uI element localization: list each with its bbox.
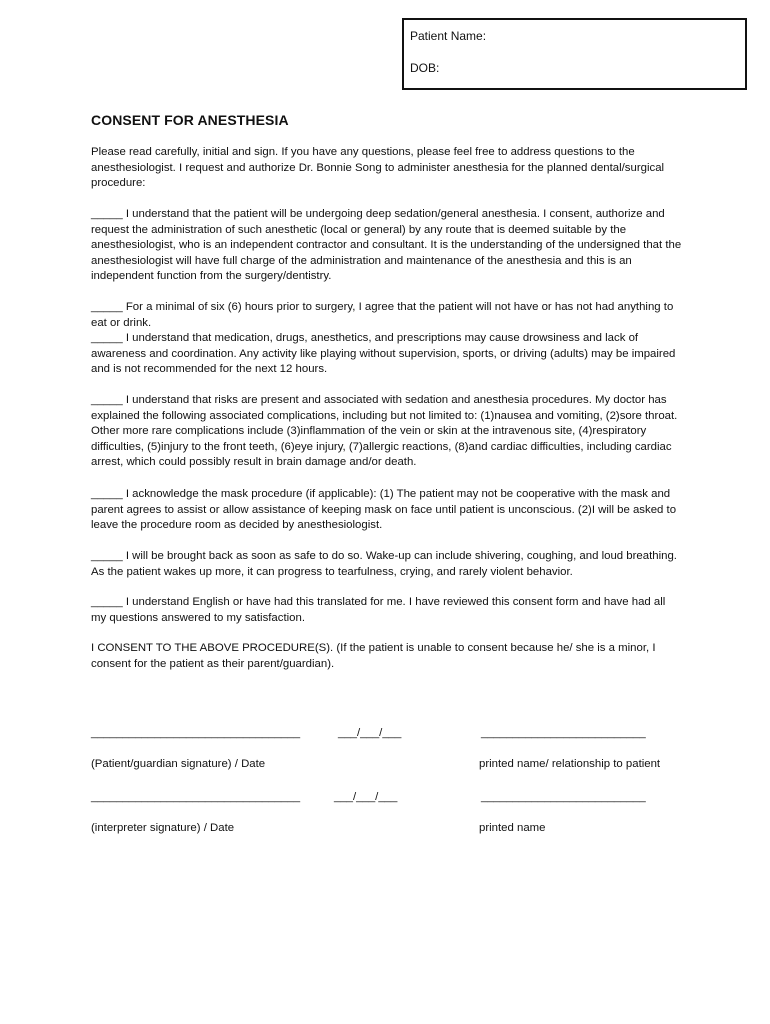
patient-signature-line[interactable]: _________________________________: [91, 727, 301, 739]
patient-signature-label: (Patient/guardian signature) / Date: [91, 758, 266, 770]
clause-drowsiness: _____ I understand that medication, drugs, anesthetics, and prescriptions may cause drowsiness and lack of awareness and coordination. Any activity like playing without supervision, sports, or driving (adults) may be impaired and is not recommended for the next 12 hours.: [91, 332, 676, 376]
dob-field[interactable]: DOB:: [410, 61, 440, 75]
interpreter-date-line[interactable]: ___/___/___: [334, 791, 398, 803]
intro-paragraph: Please read carefully, initial and sign. If you have any questions, please feel free to address questions to the anesthesiologist. I request and authorize Dr. Bonnie Song to administer anesthesia for the planned dental/surgical procedure:: [91, 146, 665, 190]
document-title: CONSENT FOR ANESTHESIA: [91, 112, 289, 128]
clause-deep-sedation: _____ I understand that the patient will be undergoing deep sedation/general anesthesia. I consent, authorize and request the administration of such anesthetic (local or general) by any route that is deemed suitable by the anesthesiologist, who is an independent contractor and consultant. It is the understanding of the undersigned that the anesthesiologist will have full charge of the administration and maintenance of the anesthesia and this is an independent function from the surgery/dentistry.: [91, 208, 682, 283]
patient-name-field[interactable]: Patient Name:: [410, 29, 487, 43]
patient-printed-name-line[interactable]: __________________________: [481, 727, 646, 739]
clause-wake-up: _____ I will be brought back as soon as safe to do so. Wake-up can include shivering, coughing, and loud breathing. As the patient wakes up more, it can progress to tearfulness, crying, and rarely violent behavior.: [91, 550, 677, 578]
clause-risks: _____ I understand that risks are present and associated with sedation and anesthesia procedures. My doctor has explained the following associated complications, including but not limited to: (1)nausea and vomiting, (2)sore throat. Other more rare complications include (3)inflammation of the vein or skin at the intravenous site, (4)respiratory difficulties, (5)injury to the front teeth, (6)eye injury, (7)allergic reactions, (8)and cardiac difficulties, including cardiac arrest, which could possibly result in brain damage and/or death.: [91, 394, 678, 469]
consent-statement: I CONSENT TO THE ABOVE PROCEDURE(S). (If the patient is unable to consent because he/ she is a minor, I consent for the patient as their parent/guardian).: [91, 642, 656, 670]
patient-printed-name-label: printed name/ relationship to patient: [479, 758, 661, 770]
interpreter-printed-name-label: printed name: [479, 822, 546, 834]
patient-info-box: [402, 18, 747, 90]
clause-english: _____ I understand English or have had this translated for me. I have reviewed this consent form and have had all my questions answered to my satisfaction.: [91, 596, 666, 624]
interpreter-signature-line[interactable]: _________________________________: [91, 791, 301, 803]
interpreter-printed-name-line[interactable]: __________________________: [481, 791, 646, 803]
patient-date-line[interactable]: ___/___/___: [338, 727, 402, 739]
interpreter-signature-label: (interpreter signature) / Date: [91, 822, 235, 834]
clause-fasting: _____ For a minimal of six (6) hours prior to surgery, I agree that the patient will not have or has not had anything to eat or drink.: [91, 301, 674, 329]
clause-mask-procedure: _____ I acknowledge the mask procedure (if applicable): (1) The patient may not be cooperative with the mask and parent agrees to assist or allow assistance of keeping mask on face until patient is unconscious. (2)I will be asked to leave the procedure room as decided by anesthesiologist.: [91, 488, 677, 532]
